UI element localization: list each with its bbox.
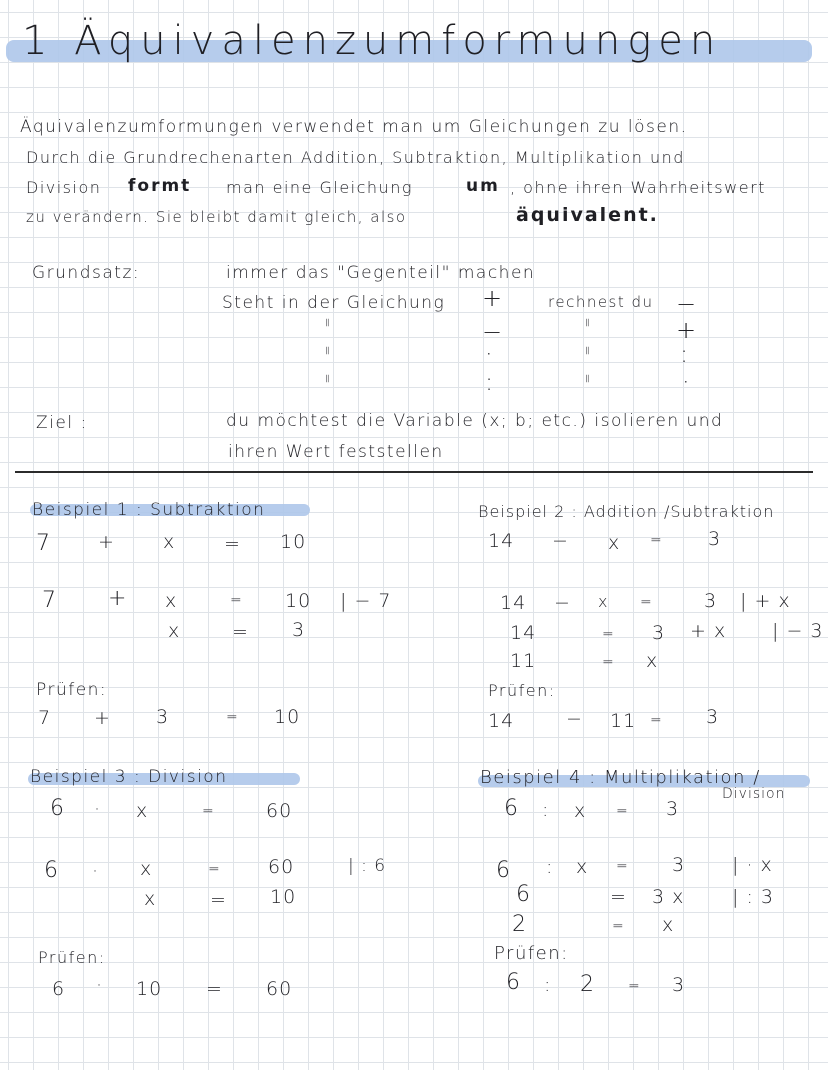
page-title: 1 Äquivalenzumformungen — [22, 18, 723, 64]
grundsatz-eq-a1: = — [320, 317, 335, 329]
b3-r3-x: x — [144, 888, 157, 910]
b2-r4-eq: = — [602, 654, 615, 670]
b1-r2-res: 10 — [285, 590, 312, 612]
b1-r4-a: 7 — [38, 707, 52, 729]
b1-r4-op: + — [94, 707, 111, 729]
b2-r4-a: 11 — [510, 650, 537, 672]
grundsatz-label: Grundsatz: — [32, 263, 141, 283]
b3-title: Beispiel 3 : Division — [30, 767, 228, 787]
b4-title: Beispiel 4 : Multiplikation / — [480, 767, 761, 788]
b2-r3-eq: = — [602, 626, 615, 642]
b3-r1-res: 60 — [266, 800, 293, 822]
b2-r2-eq: = — [640, 594, 653, 610]
op-col2-plus: + — [676, 316, 698, 344]
b1-r2-a: 7 — [42, 588, 57, 613]
intro-formt: formt — [128, 176, 192, 196]
b3-r4-op: · — [96, 974, 104, 996]
b2-r3-res: 3 — [652, 622, 666, 644]
b2-r3-a: 14 — [510, 622, 537, 644]
b1-r4-eq: = — [226, 709, 239, 725]
grundsatz-eq-b2: = — [580, 345, 595, 357]
b3-r3-res: 10 — [270, 886, 297, 908]
b4-r4-a: 2 — [512, 912, 527, 937]
b2-r4-x: x — [646, 650, 659, 672]
op-col2-minus: − — [676, 290, 698, 318]
b3-r2-eq: = — [208, 861, 221, 877]
op-col2-div: : — [680, 340, 690, 368]
b1-r2-step: | − 7 — [340, 590, 392, 612]
b1-check: Prüfen: — [36, 680, 108, 700]
section-divider — [15, 471, 813, 473]
b1-r3-x: x — [168, 620, 181, 642]
b3-r4-eq: = — [206, 978, 223, 1000]
b4-r4-x: x — [662, 914, 675, 936]
b1-r3-eq: = — [232, 621, 249, 643]
b1-r4-res: 10 — [274, 706, 301, 728]
intro-aequivalent: äquivalent. — [516, 204, 659, 226]
b4-r5-op: : — [544, 974, 552, 996]
b1-r1-res: 10 — [280, 531, 307, 553]
b1-r4-b: 3 — [156, 706, 170, 728]
b1-r2-op: + — [108, 586, 128, 611]
b4-r3-step: | : 3 — [732, 886, 774, 908]
b1-title: Beispiel 1 : Subtraktion — [32, 500, 266, 520]
op-col1-div: : — [485, 368, 495, 396]
b2-title: Beispiel 2 : Addition /Subtraktion — [478, 502, 775, 521]
b1-r3-res: 3 — [292, 619, 306, 641]
b4-r5-b: 2 — [580, 972, 595, 997]
b3-r4-b: 10 — [136, 978, 163, 1000]
b2-r3-step: | − 3 — [772, 620, 824, 642]
b4-r2-x: x — [576, 856, 589, 878]
grundsatz-eq-a2: = — [320, 345, 335, 357]
intro-line-3c: man eine Gleichung — [226, 178, 413, 197]
b4-r5-a: 6 — [506, 970, 521, 995]
ziel-line-1: du möchtest die Variable (x; b; etc.) isolieren und — [226, 411, 724, 431]
b4-title-2: Division — [722, 786, 786, 802]
grundsatz-eq-b1: = — [580, 317, 595, 329]
b3-r1-eq: = — [202, 803, 215, 819]
b2-r2-x: x — [598, 592, 609, 611]
b4-r2-a: 6 — [496, 858, 511, 883]
b2-r1-eq: = — [650, 532, 663, 548]
b1-r1-x: x — [163, 531, 176, 553]
intro-um: um — [466, 176, 500, 196]
intro-line-1: Äquivalenzumformungen verwendet man um Gleichungen zu lösen. — [20, 117, 688, 137]
grundsatz-eq-b3: = — [580, 373, 595, 385]
b1-r1-a: 7 — [36, 531, 51, 556]
b1-r2-x: x — [165, 590, 178, 612]
b2-r5-eq: = — [650, 712, 663, 728]
grundsatz-line-2b: rechnest du — [548, 293, 654, 311]
b3-r2-res: 60 — [268, 856, 295, 878]
b4-r1-op: : — [542, 799, 550, 821]
intro-line-3a: Division — [26, 178, 102, 197]
b3-r1-a: 6 — [50, 796, 65, 821]
b3-r2-x: x — [140, 858, 153, 880]
op-col1-minus: − — [482, 318, 504, 346]
b4-r1-eq: = — [616, 803, 629, 819]
b2-r2-op: − — [554, 592, 571, 614]
op-col1-plus: + — [482, 284, 504, 312]
op-col2-mult: · — [682, 368, 691, 396]
b4-r1-res: 3 — [666, 798, 680, 820]
intro-line-3e: , ohne ihren Wahrheitswert — [510, 178, 766, 197]
intro-line-4a: zu verändern. Sie bleibt damit gleich, also — [26, 208, 407, 226]
b4-r1-x: x — [574, 800, 587, 822]
b2-check: Prüfen: — [488, 681, 556, 700]
op-col1-mult: · — [485, 340, 494, 368]
ziel-line-2: ihren Wert feststellen — [228, 442, 444, 462]
b4-r5-eq: = — [628, 978, 641, 994]
b2-r5-res: 3 — [706, 706, 720, 728]
b4-check: Prüfen: — [494, 943, 569, 964]
b3-r2-op: · — [92, 860, 100, 882]
b4-r2-res: 3 — [672, 854, 686, 876]
b2-r2-res: 3 — [704, 590, 718, 612]
b4-r4-eq: = — [612, 918, 625, 934]
b2-r1-op: − — [552, 530, 569, 552]
intro-line-2: Durch die Grundrechenarten Addition, Subtraktion, Multiplikation und — [26, 148, 685, 167]
b2-r1-x: x — [608, 532, 621, 554]
b3-r4-res: 60 — [266, 978, 293, 1000]
b1-r2-eq: = — [230, 592, 243, 608]
b3-r3-eq: = — [210, 889, 227, 911]
b3-r2-a: 6 — [44, 858, 59, 883]
grundsatz-eq-a3: = — [320, 373, 335, 385]
b3-r1-x: x — [136, 800, 149, 822]
b2-r1-a: 14 — [488, 530, 515, 552]
b3-r1-op: · — [94, 798, 102, 820]
b2-r5-a: 14 — [488, 710, 515, 732]
b2-r2-a: 14 — [500, 592, 527, 614]
b1-r1-op: + — [98, 531, 115, 553]
b4-r2-step: | · x — [732, 854, 773, 876]
b2-r2-step: | + x — [740, 590, 791, 612]
grundsatz-line-2: Steht in der Gleichung — [222, 293, 446, 313]
b3-r2-step: | : 6 — [348, 856, 387, 876]
b1-r1-eq: = — [224, 533, 241, 555]
b4-r3-res: 3 x — [652, 886, 685, 908]
b4-r2-op: : — [546, 856, 554, 878]
b2-r1-res: 3 — [708, 528, 722, 550]
grundsatz-line-1: immer das "Gegenteil" machen — [226, 263, 536, 283]
b4-r3-a: 6 — [516, 882, 531, 907]
b4-r1-a: 6 — [504, 796, 519, 821]
b2-r5-b: 11 — [610, 710, 637, 732]
b4-r3-eq: = — [610, 886, 627, 908]
b2-r3-plus-x: + x — [690, 620, 727, 642]
b2-r5-op: − — [566, 708, 583, 730]
b4-r2-eq: = — [616, 858, 629, 874]
b3-r4-a: 6 — [52, 978, 66, 1000]
b4-r5-res: 3 — [672, 974, 686, 996]
b3-check: Prüfen: — [38, 948, 106, 967]
ziel-label: Ziel : — [36, 413, 88, 433]
